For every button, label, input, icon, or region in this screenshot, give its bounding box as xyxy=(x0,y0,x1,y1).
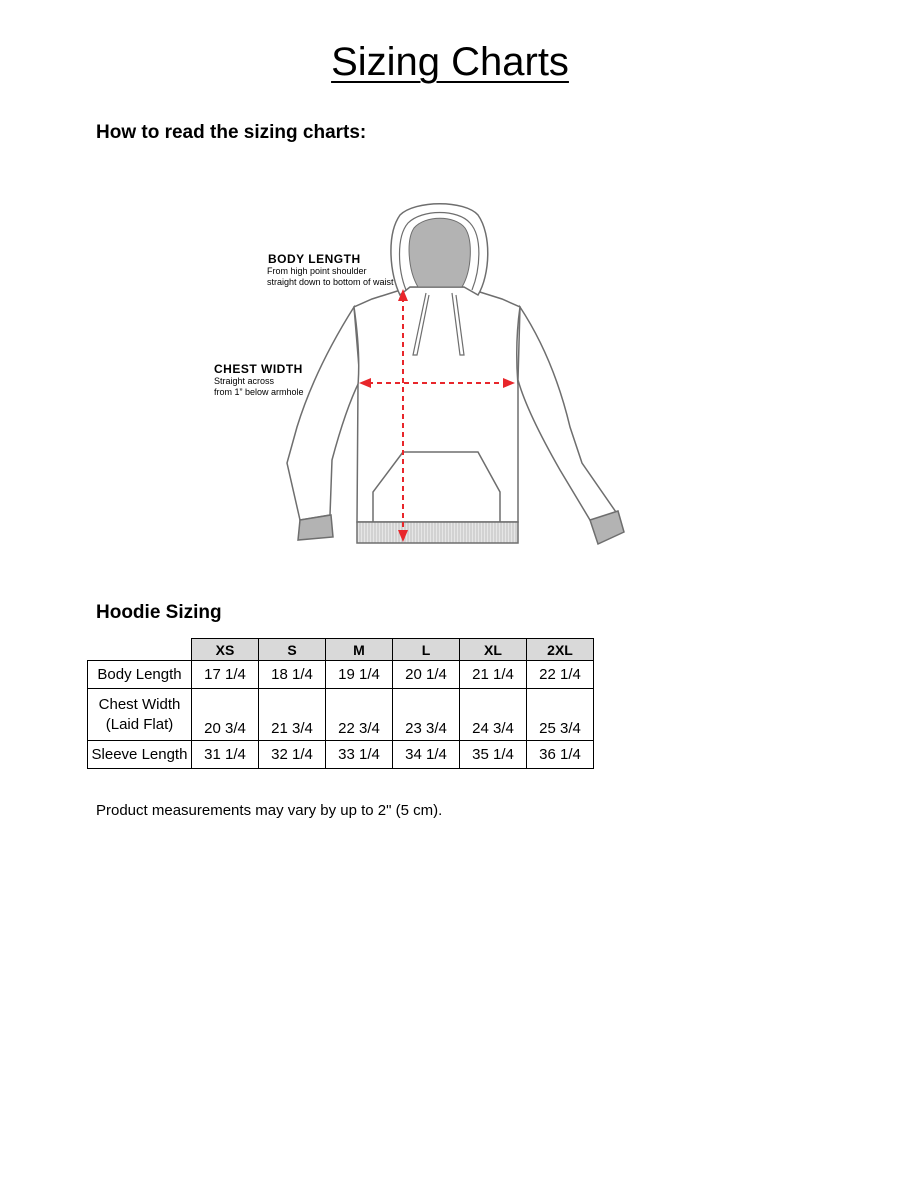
table-cell: 19 1/4 xyxy=(326,661,393,689)
table-cell: 36 1/4 xyxy=(527,741,594,769)
table-cell: 25 3/4 xyxy=(527,689,594,741)
body-length-label: BODY LENGTH xyxy=(268,252,361,266)
row-label-line: Chest Width xyxy=(98,695,181,713)
size-header: XL xyxy=(460,639,527,661)
size-header-row xyxy=(88,639,594,661)
hoodie-sizing-heading: Hoodie Sizing xyxy=(96,602,222,623)
table-cell: 20 3/4 xyxy=(192,689,259,741)
table-cell: 18 1/4 xyxy=(259,661,326,689)
size-header: M xyxy=(326,639,393,661)
left-sleeve xyxy=(287,307,360,520)
chest-width-label: CHEST WIDTH xyxy=(214,362,303,376)
table-cell: 22 1/4 xyxy=(527,661,594,689)
table-row-sleeve-length xyxy=(88,741,594,769)
table-cell: 33 1/4 xyxy=(326,741,393,769)
hood-inside xyxy=(409,218,470,287)
size-header: L xyxy=(393,639,460,661)
row-label: Body Length xyxy=(88,661,192,689)
table-cell: 24 3/4 xyxy=(460,689,527,741)
left-cuff xyxy=(298,515,333,540)
table-cell: 20 1/4 xyxy=(393,661,460,689)
row-label-line: (Laid Flat) xyxy=(105,715,174,733)
table-corner xyxy=(88,639,192,661)
size-header: XS xyxy=(192,639,259,661)
table-cell: 31 1/4 xyxy=(192,741,259,769)
table-cell: 34 1/4 xyxy=(393,741,460,769)
row-label: Sleeve Length xyxy=(88,741,192,769)
sizing-table xyxy=(87,638,594,769)
measurement-note: Product measurements may vary by up to 2" (5 cm). xyxy=(96,802,443,819)
howto-heading: How to read the sizing charts: xyxy=(96,122,367,143)
size-header: S xyxy=(259,639,326,661)
table-cell: 23 3/4 xyxy=(393,689,460,741)
table-cell: 35 1/4 xyxy=(460,741,527,769)
page-title-text: Sizing Charts xyxy=(331,40,569,84)
table-cell: 17 1/4 xyxy=(192,661,259,689)
table-row-chest-width xyxy=(88,689,594,741)
row-label xyxy=(88,689,192,741)
body-length-description: From high point shoulder straight down to bottom of waist xyxy=(267,266,394,287)
hoodie-body xyxy=(354,287,520,522)
right-sleeve xyxy=(518,307,618,520)
table-cell: 21 1/4 xyxy=(460,661,527,689)
waistband xyxy=(357,522,518,543)
table-cell: 21 3/4 xyxy=(259,689,326,741)
table-cell: 22 3/4 xyxy=(326,689,393,741)
chest-width-description: Straight across from 1” below armhole xyxy=(214,376,304,397)
table-cell: 32 1/4 xyxy=(259,741,326,769)
size-header: 2XL xyxy=(527,639,594,661)
table-row-body-length xyxy=(88,661,594,689)
page-title xyxy=(0,38,900,86)
